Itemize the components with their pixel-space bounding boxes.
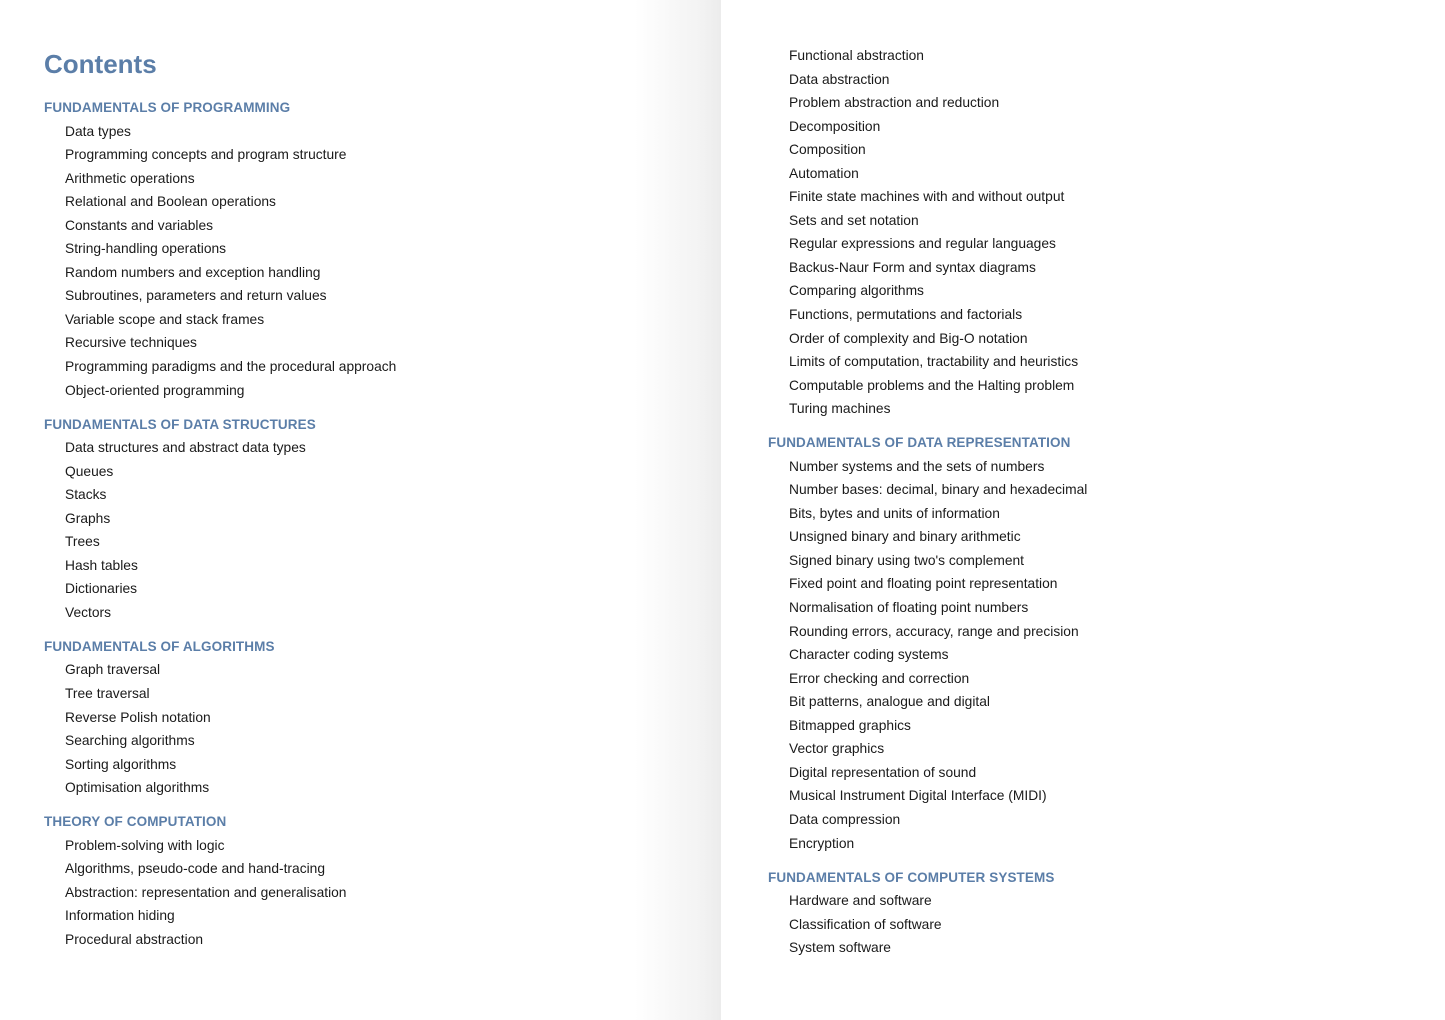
section-heading[interactable]: FUNDAMENTALS OF ALGORITHMS xyxy=(44,638,275,654)
section-item-list xyxy=(44,658,721,799)
toc-entry-sets-and-set-notation[interactable]: Sets and set notation xyxy=(789,212,919,228)
section-heading[interactable]: FUNDAMENTALS OF DATA REPRESENTATION xyxy=(768,435,1071,451)
section-heading[interactable]: FUNDAMENTALS OF DATA STRUCTURES xyxy=(44,416,316,432)
toc-entry-rounding-errors-accuracy-range-and-precision[interactable]: Rounding errors, accuracy, range and precision xyxy=(789,623,1079,639)
toc-entry-functional-abstraction[interactable]: Functional abstraction xyxy=(789,48,924,63)
toc-entry-information-hiding[interactable]: Information hiding xyxy=(65,908,175,924)
toc-entry-data-compression[interactable]: Data compression xyxy=(789,811,901,827)
right-toc xyxy=(768,431,1445,959)
toc-entry-vectors[interactable]: Vectors xyxy=(65,604,112,620)
toc-entry-reverse-polish-notation[interactable]: Reverse Polish notation xyxy=(65,709,211,725)
toc-entry-algorithms-pseudo-code-and-hand-tracing[interactable]: Algorithms, pseudo-code and hand-tracing xyxy=(65,861,325,877)
toc-entry-bitmapped-graphics[interactable]: Bitmapped graphics xyxy=(789,717,911,733)
toc-entry-functions-permutations-and-factorials[interactable]: Functions, permutations and factorials xyxy=(789,307,1023,323)
toc-entry-limits-of-computation-tractability-and-heuristics[interactable]: Limits of computation, tractability and heuristics xyxy=(789,354,1079,370)
toc-entry-vector-graphics[interactable]: Vector graphics xyxy=(789,741,885,757)
toc-entry-computable-problems-and-the-halting-problem[interactable]: Computable problems and the Halting problem xyxy=(789,377,1075,393)
toc-entry-hardware-and-software[interactable]: Hardware and software xyxy=(789,893,932,909)
section-heading[interactable]: FUNDAMENTALS OF COMPUTER SYSTEMS xyxy=(768,869,1055,885)
toc-entry-character-coding-systems[interactable]: Character coding systems xyxy=(789,647,949,663)
toc-entry-error-checking-and-correction[interactable]: Error checking and correction xyxy=(789,670,970,686)
toc-entry-bits-bytes-and-units-of-information[interactable]: Bits, bytes and units of information xyxy=(789,505,1000,521)
toc-entry-data-abstraction[interactable]: Data abstraction xyxy=(789,71,890,87)
toc-entry-composition[interactable]: Composition xyxy=(789,142,866,158)
continued-item-list xyxy=(768,44,1445,421)
toc-entry-bit-patterns-analogue-and-digital[interactable]: Bit patterns, analogue and digital xyxy=(789,694,990,710)
toc-entry-finite-state-machines-with-and-without-output[interactable]: Finite state machines with and without output xyxy=(789,189,1065,205)
toc-entry-stacks[interactable]: Stacks xyxy=(65,487,107,503)
toc-entry-dictionaries[interactable]: Dictionaries xyxy=(65,581,138,597)
page-title: Contents xyxy=(44,49,157,79)
toc-entry-object-oriented-programming[interactable]: Object-oriented programming xyxy=(65,382,245,398)
toc-entry-order-of-complexity-and-big-o-notation[interactable]: Order of complexity and Big-O notation xyxy=(789,330,1028,346)
toc-entry-normalisation-of-floating-point-numbers[interactable]: Normalisation of floating point numbers xyxy=(789,600,1029,616)
toc-entry-hash-tables[interactable]: Hash tables xyxy=(65,557,138,573)
toc-section-continued xyxy=(768,44,1445,421)
toc-entry-optimisation-algorithms[interactable]: Optimisation algorithms xyxy=(65,780,210,796)
toc-entry-problem-solving-with-logic[interactable]: Problem-solving with logic xyxy=(65,837,225,853)
toc-entry-data-structures-and-abstract-data-types[interactable]: Data structures and abstract data types xyxy=(65,440,306,456)
toc-section-fundamentals-of-computer-systems xyxy=(768,866,1445,960)
toc-entry-variable-scope-and-stack-frames[interactable]: Variable scope and stack frames xyxy=(65,311,265,327)
toc-entry-abstraction-representation-and-generalisation[interactable]: Abstraction: representation and generalisation xyxy=(65,884,347,900)
toc-entry-sorting-algorithms[interactable]: Sorting algorithms xyxy=(65,756,177,772)
toc-entry-signed-binary-using-two-s-complement[interactable]: Signed binary using two's complement xyxy=(789,552,1025,568)
toc-entry-classification-of-software[interactable]: Classification of software xyxy=(789,916,942,932)
toc-entry-automation[interactable]: Automation xyxy=(789,165,859,181)
toc-entry-programming-paradigms-and-the-procedural-approach[interactable]: Programming paradigms and the procedural approach xyxy=(65,358,397,374)
section-heading[interactable]: FUNDAMENTALS OF PROGRAMMING xyxy=(44,100,291,115)
toc-entry-string-handling-operations[interactable]: String-handling operations xyxy=(65,241,227,257)
toc-entry-subroutines-parameters-and-return-values[interactable]: Subroutines, parameters and return values xyxy=(65,288,327,304)
left-toc xyxy=(44,96,721,951)
toc-entry-problem-abstraction-and-reduction[interactable]: Problem abstraction and reduction xyxy=(789,95,1000,111)
toc-entry-graph-traversal[interactable]: Graph traversal xyxy=(65,662,161,678)
section-item-list xyxy=(768,455,1445,855)
toc-entry-unsigned-binary-and-binary-arithmetic[interactable]: Unsigned binary and binary arithmetic xyxy=(789,529,1021,545)
toc-entry-trees[interactable]: Trees xyxy=(65,534,100,550)
toc-entry-queues[interactable]: Queues xyxy=(65,463,114,479)
section-item-list xyxy=(768,889,1445,960)
toc-entry-data-types[interactable]: Data types xyxy=(65,123,131,139)
toc-section-fundamentals-of-data-representation xyxy=(768,431,1445,855)
toc-entry-relational-and-boolean-operations[interactable]: Relational and Boolean operations xyxy=(65,194,276,210)
toc-entry-musical-instrument-digital-interface-midi[interactable]: Musical Instrument Digital Interface (MIDI) xyxy=(789,788,1047,804)
section-item-list xyxy=(44,834,721,952)
toc-section-fundamentals-of-data-structures xyxy=(44,413,721,625)
toc-section-fundamentals-of-programming xyxy=(44,96,721,402)
toc-entry-tree-traversal[interactable]: Tree traversal xyxy=(65,685,150,701)
toc-entry-number-systems-and-the-sets-of-numbers[interactable]: Number systems and the sets of numbers xyxy=(789,458,1045,474)
toc-entry-comparing-algorithms[interactable]: Comparing algorithms xyxy=(789,283,924,299)
toc-entry-procedural-abstraction[interactable]: Procedural abstraction xyxy=(65,931,204,947)
toc-entry-number-bases-decimal-binary-and-hexadecimal[interactable]: Number bases: decimal, binary and hexadecimal xyxy=(789,482,1088,498)
right-page xyxy=(721,0,1445,1020)
section-heading[interactable]: THEORY OF COMPUTATION xyxy=(44,814,227,830)
toc-entry-recursive-techniques[interactable]: Recursive techniques xyxy=(65,335,197,351)
toc-entry-encryption[interactable]: Encryption xyxy=(789,835,855,851)
toc-entry-programming-concepts-and-program-structure[interactable]: Programming concepts and program structure xyxy=(65,147,347,163)
section-item-list xyxy=(44,436,721,624)
toc-entry-graphs[interactable]: Graphs xyxy=(65,510,111,526)
toc-entry-fixed-point-and-floating-point-representation[interactable]: Fixed point and floating point representation xyxy=(789,576,1058,592)
section-item-list xyxy=(44,120,721,403)
toc-entry-digital-representation-of-sound[interactable]: Digital representation of sound xyxy=(789,764,977,780)
toc-entry-searching-algorithms[interactable]: Searching algorithms xyxy=(65,733,195,749)
toc-entry-system-software[interactable]: System software xyxy=(789,940,891,956)
toc-entry-turing-machines[interactable]: Turing machines xyxy=(789,401,891,417)
toc-entry-constants-and-variables[interactable]: Constants and variables xyxy=(65,217,214,233)
toc-section-fundamentals-of-algorithms xyxy=(44,635,721,800)
toc-section-theory-of-computation xyxy=(44,810,721,951)
toc-entry-arithmetic-operations[interactable]: Arithmetic operations xyxy=(65,170,195,186)
left-page xyxy=(0,0,721,1020)
toc-entry-decomposition[interactable]: Decomposition xyxy=(789,118,881,134)
toc-entry-random-numbers-and-exception-handling[interactable]: Random numbers and exception handling xyxy=(65,264,321,280)
toc-entry-backus-naur-form-and-syntax-diagrams[interactable]: Backus-Naur Form and syntax diagrams xyxy=(789,259,1036,275)
toc-entry-regular-expressions-and-regular-languages[interactable]: Regular expressions and regular languages xyxy=(789,236,1056,252)
